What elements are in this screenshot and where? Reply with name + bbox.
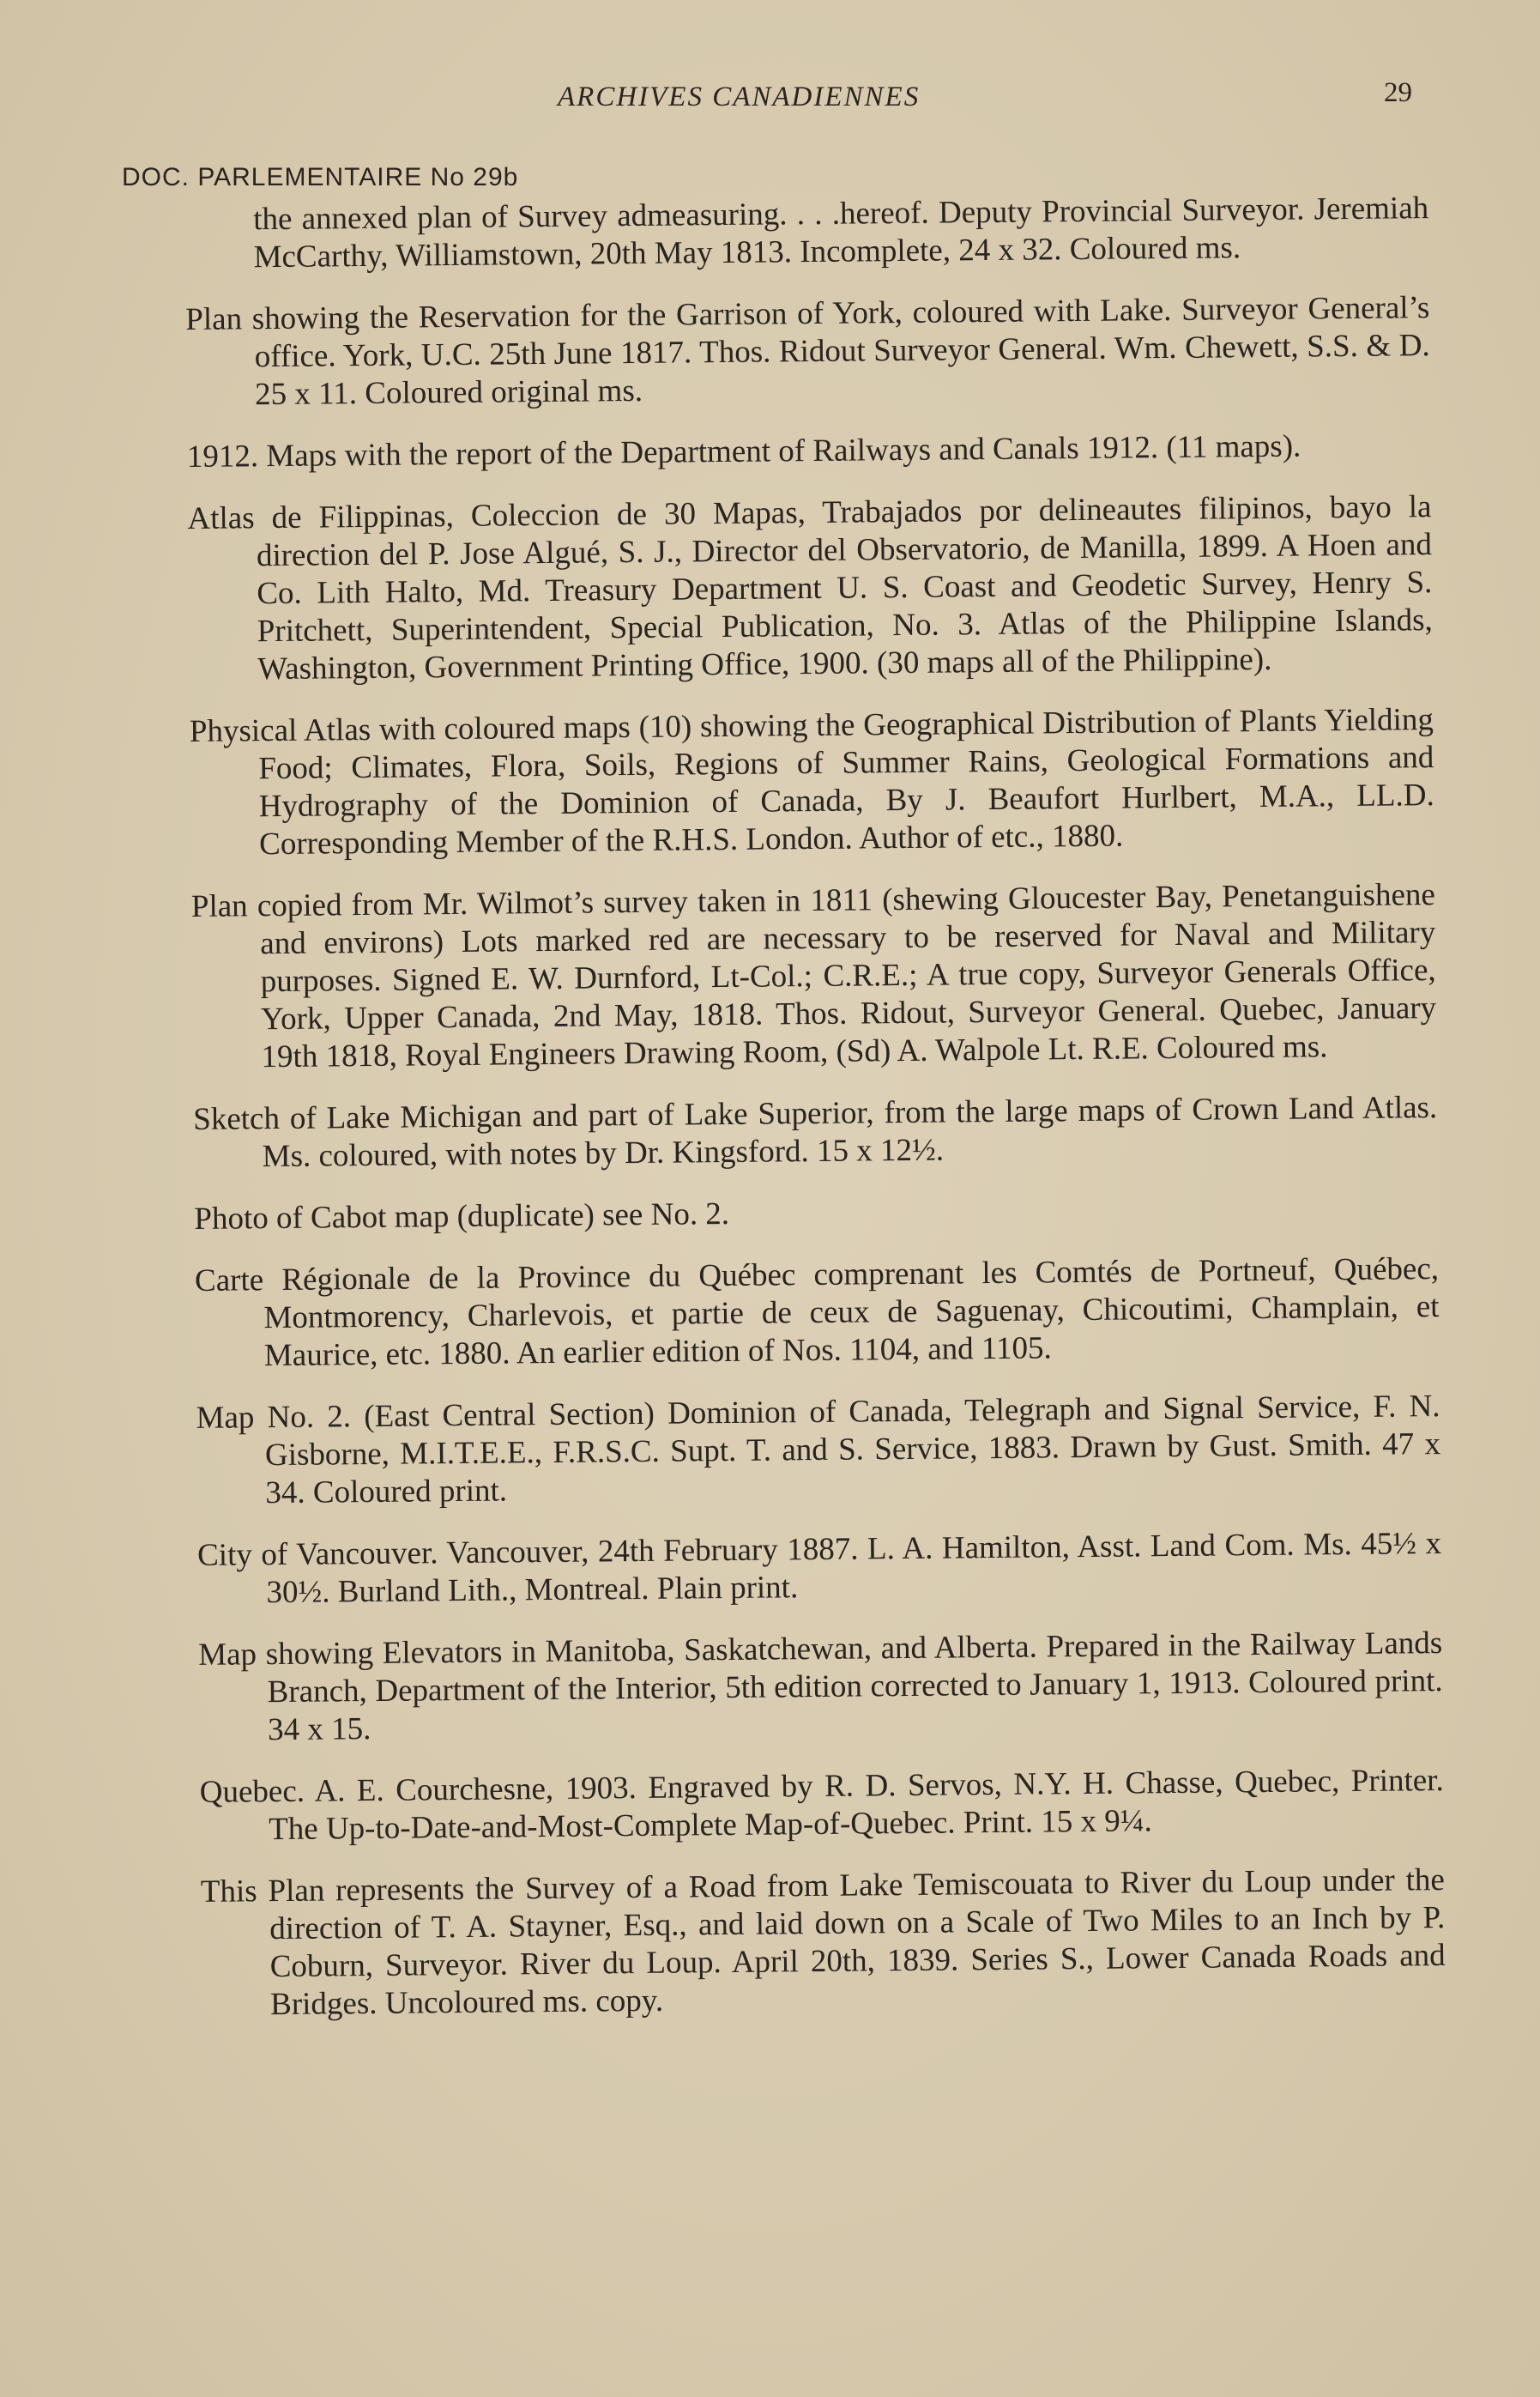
catalogue-entry: Photo of Cabot map (duplicate) see No. 2. bbox=[194, 1195, 730, 1237]
page-number: 29 bbox=[1384, 77, 1412, 108]
document-label: DOC. PARLEMENTAIRE No 29b bbox=[122, 163, 519, 191]
catalogue-entries bbox=[184, 190, 1446, 2049]
running-header bbox=[0, 77, 1540, 124]
catalogue-entry: Carte Régionale de la Province du Québec comprenant les Comtés de Portneuf, Québec, Montmorency, Charlevois, et partie de ceux de Saguenay, Chicoutimi, Champlain, et Maurice, etc. 1880. An earlier edition of Nos. 1104, and 1105. bbox=[194, 1251, 1440, 1374]
catalogue-entry: This Plan represents the Survey of a Road from Lake Temiscouata to River du Loup under the direction of T. A. Stayner, Esq., and laid down on a Scale of Two Miles to an Inch by P. Coburn, Surveyor. River du Loup. April 20th, 1839. Series S., Lower Canada Roads and Bridges. Uncoloured ms. copy. bbox=[200, 1861, 1446, 2023]
catalogue-entry: Plan copied from Mr. Wilmot’s survey taken in 1811 (shewing Gloucester Bay, Penetanguishene and environs) Lots marked red are necessary to be reserved for Naval and Military purposes. Signed E. W. Durnford, Lt-Col.; C.R.E.; A true copy, Surveyor Generals Office, York, Upper Canada, 2nd May, 1818. Thos. Ridout, Surveyor General. Quebec, January 19th 1818, Royal Engineers Drawing Room, (Sd) A. Walpole Lt. R.E. Coloured ms. bbox=[190, 877, 1437, 1075]
catalogue-entry: 1912. Maps with the report of the Department of Railways and Canals 1912. (11 maps). bbox=[186, 428, 1301, 475]
catalogue-entry: Physical Atlas with coloured maps (10) showing the Geographical Distribution of Plants Yielding Food; Climates, Flora, Soils, Regions of Summer Rains, Geological Formations and Hydrography of the Dominion of Canada, By J. Beaufort Hurlbert, M.A., LL.D. Corresponding Member of the R.H.S. London. Author of etc., 1880. bbox=[189, 702, 1434, 863]
catalogue-entry: Map No. 2. (East Central Section) Dominion of Canada, Telegraph and Signal Service, F. N. Gisborne, M.I.T.E.E., F.R.S.C. Supt. T. and S. Service, 1883. Drawn by Gust. Smith. 47 x 34. Coloured print. bbox=[196, 1389, 1441, 1511]
catalogue-entry: Atlas de Filippinas, Coleccion de 30 Mapas, Trabajados por delineautes filipinos, bayo la direction del P. Jose Algué, S. J., Director del Observatorio, de Manilla, 1899. A Hoen and Co. Lith Halto, Md. Treasury Department U. S. Coast and Geodetic Survey, Henry S. Pritchett, Superintendent, Special Publication, No. 3. Atlas of the Philippine Islands, Washington, Government Printing Office, 1900. (30 maps all of the Philippine). bbox=[187, 489, 1433, 687]
catalogue-entry: the annexed plan of Survey admeasuring. . . .hereof. Deputy Provincial Surveyor. Jeremiah McCarthy, Williamstown, 20th May 1813. Incomplete, 24 x 32. Coloured ms. bbox=[253, 191, 1429, 275]
catalogue-entry: Plan showing the Reservation for the Garrison of York, coloured with Lake. Surveyor General’s office. York, U.C. 25th June 1817. Thos. Ridout Surveyor General. Wm. Chewett, S.S. & D. 25 x 11. Coloured original ms. bbox=[185, 290, 1430, 413]
running-title: ARCHIVES CANADIENNES bbox=[558, 82, 921, 112]
catalogue-entry: Quebec. A. E. Courchesne, 1903. Engraved by R. D. Servos, N.Y. H. Chasse, Quebec, Printer. The Up-to-Date-and-Most-Complete Map-of-Quebec. Print. 15 x 9¼. bbox=[199, 1762, 1444, 1848]
catalogue-entry: City of Vancouver. Vancouver, 24th February 1887. L. A. Hamilton, Asst. Land Com. Ms. 45½ x 30½. Burland Lith., Montreal. Plain print. bbox=[196, 1526, 1442, 1611]
catalogue-entry: Sketch of Lake Michigan and part of Lake Superior, from the large maps of Crown Land Atlas. Ms. coloured, with notes by Dr. Kingsford. 15 x 12½. bbox=[193, 1090, 1438, 1175]
catalogue-entry: Map showing Elevators in Manitoba, Saskatchewan, and Alberta. Prepared in the Railway Lands Branch, Department of the Interior, 5th edition corrected to January 1, 1913. Coloured print. 34 x 15. bbox=[198, 1625, 1443, 1748]
